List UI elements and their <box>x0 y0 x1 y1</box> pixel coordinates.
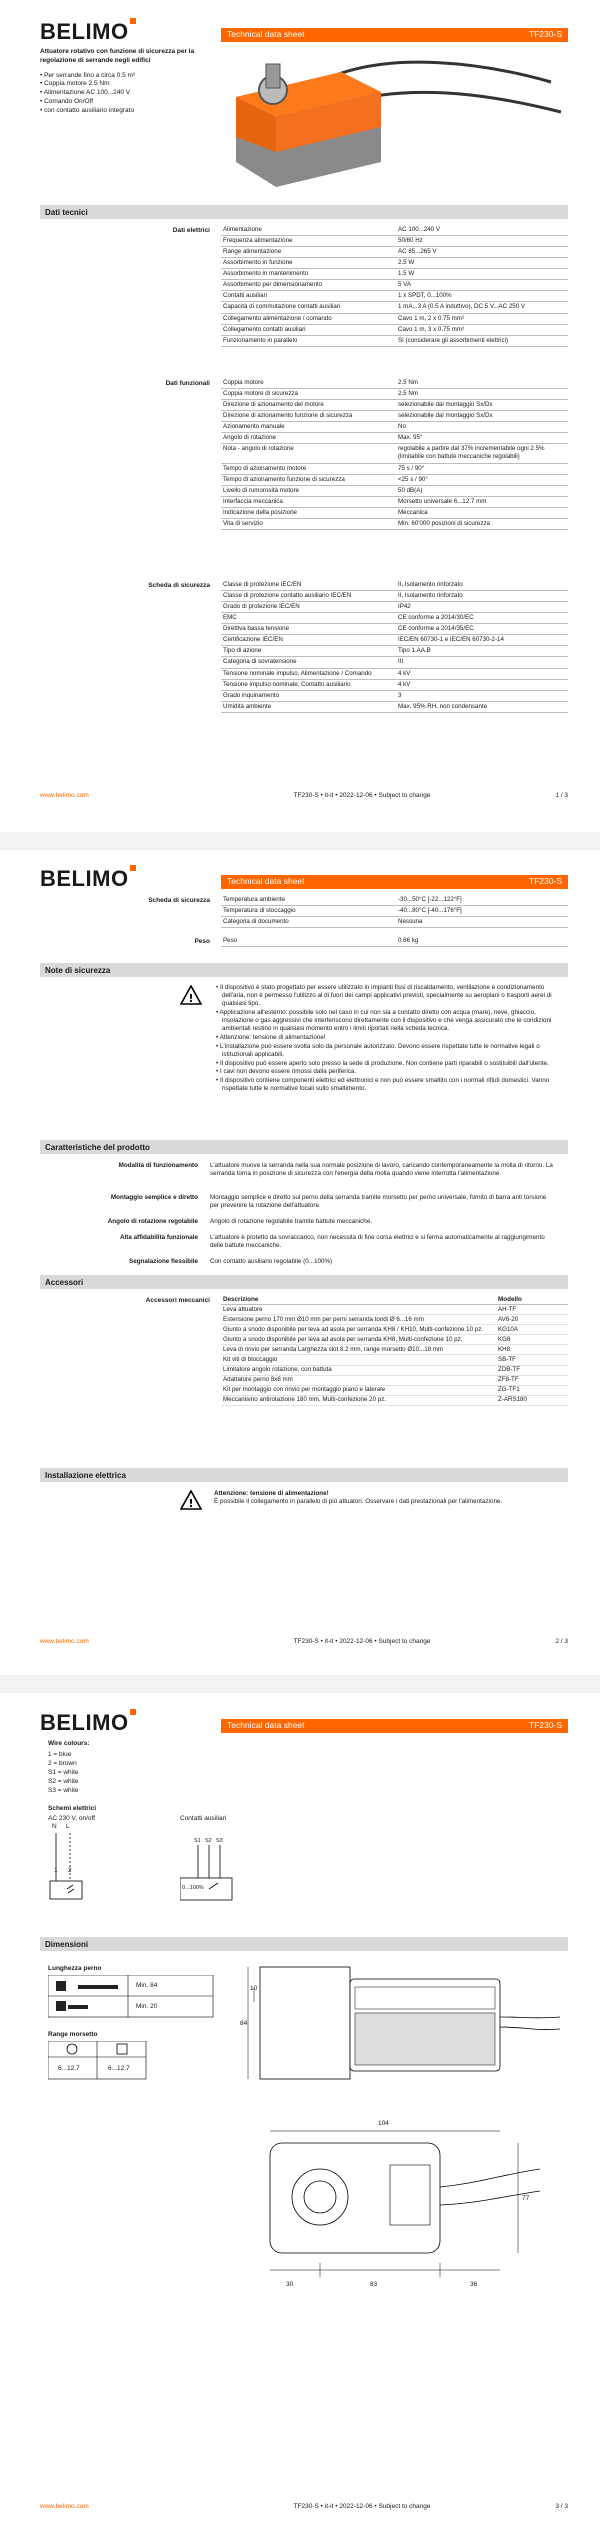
row-key: Azionamento manuale <box>223 423 285 431</box>
section-dimensions: Dimensioni <box>40 1937 568 1951</box>
clamp-round-range: 6...12.7 <box>58 2065 80 2072</box>
row-key: Contatti ausiliari <box>223 292 268 300</box>
table-row <box>221 646 568 657</box>
dim-77: 77 <box>522 2195 530 2202</box>
row-value: 1.5 W <box>398 270 415 278</box>
table-row <box>221 669 568 680</box>
footer <box>40 792 568 800</box>
row-value: 50/60 Hz <box>398 237 423 245</box>
safety-table-cont <box>221 895 568 928</box>
row-key: Tempo di azionamento motore <box>223 464 307 472</box>
accessories-table <box>221 1295 568 1406</box>
feature-row <box>40 1258 568 1266</box>
table-row <box>221 591 568 602</box>
table-row <box>221 602 568 613</box>
header-bar <box>221 875 568 889</box>
row-key: Frequenza alimentazione <box>223 237 293 245</box>
row-value: 1 mA...3 A (0.5 A induttivo), DC 5 V...AC 250 V <box>398 303 526 311</box>
row-key: Livello di rumorosità motore <box>223 486 299 494</box>
row-key: Vita di servizio <box>223 519 263 527</box>
terminal-2: 2 <box>68 1867 72 1874</box>
row-value: selezionabile dal montaggio Sx/Dx <box>398 401 493 409</box>
footer-info: TF230-S • it-it • 2022-12-06 • Subject to change <box>293 2503 431 2510</box>
intro-bullet: • Alimentazione AC 100...240 V <box>40 89 210 98</box>
intro-description: Attuatore rotativo con funzione di sicurezza per la regolazione di serrande negli edifici <box>40 48 195 64</box>
section-tech-data: Dati tecnici <box>40 205 568 219</box>
row-key: Tipo di azione <box>223 647 262 655</box>
row-value: regolabile a partire dal 37% incrementabile ogni 2.5% (limitabile con battute meccaniche regolabili) <box>398 445 545 461</box>
row-value: 75 s / 90° <box>398 464 425 472</box>
wiring-diagram-supply <box>48 1823 108 1903</box>
feature-label: Segnalazione flessibile <box>129 1258 198 1265</box>
group-label-accessories: Accessori meccanici <box>145 1297 210 1304</box>
product-photo <box>221 42 566 192</box>
row-key: Indicazione della posizione <box>223 508 297 516</box>
belimo-logo: BELIMO <box>40 18 136 47</box>
feature-label: Alta affidabilità funzionale <box>119 1234 198 1241</box>
accessory-description: Kit viti di bloccaggio <box>223 1355 278 1363</box>
row-key: Coppia motore <box>223 379 264 386</box>
footer <box>40 1638 568 1646</box>
feature-row <box>40 1162 568 1178</box>
row-value: 4 kV <box>398 680 411 688</box>
table-row <box>221 475 568 486</box>
install-warning-title: Attenzione: tensione di alimentazione! <box>214 1490 329 1497</box>
row-value: No <box>398 423 406 431</box>
accessory-row <box>221 1345 568 1355</box>
row-key: Classe di protezione IEC/EN <box>223 581 302 588</box>
actuator-top-view <box>240 2125 560 2285</box>
row-value: 2.5 W <box>398 259 415 267</box>
row-key: Direzione di azionamento funzione di sicurezza <box>223 412 353 420</box>
footer-page: 2 / 3 <box>555 1638 568 1645</box>
row-key: Capacità di commutazione contatti ausiliari <box>223 303 341 311</box>
install-warning <box>214 1490 566 1506</box>
safety-note: • Applicazione all'esterno: possibile solo nel caso in cui non sia a contatto diretto con acqua (mare), neve, ghiaccio, insolazione o gas aggressivi che interferiscono direttamente con il dispositivo e che venga assicurato che le condizioni ambientali restino in qualsiasi momento entro i limiti riportati nella scheda tecnica. <box>214 1009 566 1034</box>
table-row <box>221 906 568 917</box>
row-key: Funzionamento in parallelo <box>223 336 298 344</box>
table-row <box>221 508 568 519</box>
footer-info: TF230-S • it-it • 2022-12-06 • Subject to change <box>293 1638 431 1645</box>
clamp-range-label: Range morsetto <box>48 2031 98 2038</box>
table-row <box>221 422 568 433</box>
label-N: N <box>52 1823 57 1830</box>
section-accessories: Accessori <box>40 1275 568 1289</box>
accessory-model: KG8 <box>498 1335 511 1343</box>
table-row <box>221 895 568 906</box>
row-key: Tensione impulso nominale, Contatto ausiliario <box>223 680 351 688</box>
row-value: Min. 60'000 posizioni di sicurezza <box>398 519 490 527</box>
row-value: 4 kV <box>398 669 411 677</box>
accessory-description: Limitatore angolo rotazione, con battuta <box>223 1366 332 1374</box>
dim-104: 104 <box>378 2120 389 2127</box>
row-value: <25 s / 90° <box>398 475 428 483</box>
table-row <box>221 624 568 635</box>
row-value: 2.5 Nm <box>398 379 418 386</box>
row-value: III <box>398 658 404 666</box>
terminal-S1: S1 <box>194 1838 201 1844</box>
footer-page: 1 / 3 <box>555 792 568 799</box>
row-value: 1 x SPDT, 0...100% <box>398 292 452 300</box>
aux-range-label: 0...100% <box>182 1885 204 1891</box>
row-key: Direttiva bassa tensione <box>223 625 290 633</box>
supply-label: AC 230 V, on/off <box>48 1815 95 1822</box>
table-row <box>221 291 568 302</box>
wire-colour: 2 = brown <box>48 1760 77 1768</box>
header-title: Technical data sheet <box>227 29 305 40</box>
page-2 <box>0 850 600 1695</box>
row-value: II, Isolamento rinforzato <box>398 592 463 600</box>
row-key: Interfaccia meccanica <box>223 497 283 505</box>
table-row <box>221 336 568 347</box>
row-value: -30...50°C [-22...122°F] <box>398 896 462 903</box>
table-row <box>221 936 568 947</box>
table-row <box>221 691 568 702</box>
row-key: Categoria di documento <box>223 918 289 926</box>
weight-table <box>221 936 568 947</box>
feature-label: Modalità di funzionamento <box>118 1162 198 1169</box>
safety-note: • L'installazione può essere svolta solo da personale autorizzato. Devono essere rispettate tutte le normative legali o istituzionali applicabili. <box>214 1043 566 1059</box>
row-key: Direzione di azionamento del motore <box>223 401 324 409</box>
table-row <box>221 635 568 646</box>
row-value: Meccanica <box>398 508 428 516</box>
dim-83: 83 <box>370 2281 378 2288</box>
row-value: 50 dB(A) <box>398 486 423 494</box>
row-value: Cavo 1 m, 2 x 0.75 mm² <box>398 314 465 322</box>
safety-note: • I cavi non devono essere rimossi dalla periferica. <box>214 1068 566 1076</box>
row-key: Grado inquinamento <box>223 691 280 699</box>
accessories-header <box>221 1295 568 1305</box>
page-3 <box>0 1695 600 2543</box>
row-key: Grado di protezione IEC/EN <box>223 603 300 611</box>
group-label-weight: Peso <box>194 938 210 945</box>
accessory-model: ZF8-TF <box>498 1376 519 1384</box>
table-row <box>221 400 568 411</box>
warning-icon <box>180 985 202 1005</box>
row-value: 2.5 Nm <box>398 390 418 398</box>
row-key: Coppia motore di sicurezza <box>223 390 298 398</box>
feature-text: L'attuatore muove la serranda nella sua normale posizione di lavoro, caricando contemporaneamente la molla di ritorno. La serranda torna in posizione di sicurezza con l'energia della molla quando viene interrotta l'alimentazione. <box>210 1162 553 1178</box>
wire-colours-list <box>48 1750 79 1795</box>
table-row <box>221 657 568 668</box>
table-row <box>221 325 568 336</box>
footer-url[interactable]: www.belimo.com <box>40 792 89 799</box>
row-key: Certificazione IEC/EN <box>223 636 283 644</box>
wire-colour: S2 = white <box>48 1778 79 1786</box>
footer <box>40 2503 568 2511</box>
table-row <box>221 236 568 247</box>
row-value: IEC/EN 60730-1 e IEC/EN 60730-2-14 <box>398 636 504 644</box>
row-value: CE conforme a 2014/30/EC <box>398 614 474 622</box>
table-row <box>221 444 568 463</box>
table-row <box>221 225 568 236</box>
shaft-length-diagram <box>48 1975 218 2019</box>
row-value: 5 VA <box>398 281 411 289</box>
feature-row <box>40 1218 568 1226</box>
table-row <box>221 302 568 313</box>
row-value: CE conforme a 2014/35/EC <box>398 625 474 633</box>
row-key: Umidità ambiente <box>223 702 272 710</box>
feature-text: Angolo di rotazione regolabile tramite battute meccaniche. <box>210 1218 373 1225</box>
row-key: Nota - angolo di rotazione <box>223 445 294 453</box>
dim-min-84: Min. 84 <box>136 1982 158 1989</box>
accessory-row <box>221 1376 568 1386</box>
table-row <box>221 486 568 497</box>
accessory-row <box>221 1355 568 1365</box>
table-row <box>221 464 568 475</box>
table-row <box>221 497 568 508</box>
safety-note: • Il dispositivo contiene componenti elettrici ed elettronici e non può essere smaltito con i normali rifiuti domestici. Vanno rispettate tutte le normative locali sullo smaltimento. <box>214 1077 566 1093</box>
row-value: Max. 95% RH, non condensante <box>398 702 488 710</box>
belimo-logo: BELIMO <box>40 1709 136 1738</box>
table-row <box>221 247 568 258</box>
clamp-square-range: 6...12.7 <box>108 2065 130 2072</box>
row-value: selezionabile dal montaggio Sx/Dx <box>398 412 493 420</box>
accessory-description: Kit per montaggio con rinvio per montaggio piano e laterale <box>223 1386 386 1394</box>
row-value: Cavo 1 m, 3 x 0.75 mm² <box>398 325 465 333</box>
accessory-row <box>221 1315 568 1325</box>
row-key: Tensione nominale impulso, Alimentazione / Comando <box>223 669 372 677</box>
page-separator <box>0 832 600 850</box>
table-row <box>221 411 568 422</box>
table-row <box>221 580 568 591</box>
footer-page: 3 / 3 <box>555 2503 568 2510</box>
accessory-description: Giunto a snodo disponibile per leva ad asola per serranda KH8, Multi-confezione 10 pz. <box>223 1335 463 1343</box>
feature-text: L'attuatore è protetto da sovraccarico, non necessita di fine corsa elettrici e si ferma automaticamente al raggiungimento delle battute meccaniche. <box>210 1234 545 1250</box>
label-L: L <box>66 1823 70 1830</box>
shaft-length-label: Lunghezza perno <box>48 1965 102 1972</box>
row-key: Assorbimento in funzione <box>223 259 293 267</box>
intro-bullet: • Coppia motore 2.5 Nm <box>40 80 210 89</box>
table-row <box>221 280 568 291</box>
schemes-label: Schemi elettrici <box>48 1805 97 1812</box>
accessory-description: Estensione perno 170 mm Ø10 mm per perni serranda tondi Ø 6...16 mm <box>223 1315 424 1323</box>
table-row <box>221 917 568 928</box>
table-row <box>221 269 568 280</box>
intro-bullet: • Per serrande fino a circa 0.5 m² <box>40 72 210 81</box>
col-header: Descrizione <box>223 1295 259 1303</box>
footer-info: TF230-S • it-it • 2022-12-06 • Subject to change <box>293 792 431 799</box>
accessory-description: Giunto a snodo disponibile per leva ad asola per serranda KH8 / KH10, Multi-confezione 10 pz. <box>223 1325 484 1333</box>
table-row <box>221 680 568 691</box>
wire-colour: S1 = white <box>48 1769 79 1777</box>
dim-10: 10 <box>250 1985 258 1992</box>
terminal-S3: S3 <box>216 1838 223 1844</box>
dim-min-20: Min. 20 <box>136 2003 158 2010</box>
wire-colour: S3 = white <box>48 1787 79 1795</box>
accessory-description: Leva di rinvio per serranda Larghezza slot 8.2 mm, range morsetto Ø10...18 mm <box>223 1345 444 1353</box>
group-label-safety: Scheda di sicurezza <box>148 897 210 904</box>
accessory-row <box>221 1325 568 1335</box>
dim-84: 84 <box>240 2020 248 2027</box>
install-warning-text: È possibile il collegamento in parallelo di più attuatori. Osservare i dati prestazionali per l'alimentazione. <box>214 1498 503 1506</box>
header-title: Technical data sheet <box>227 1720 305 1731</box>
table-row <box>221 702 568 713</box>
row-value: 3 <box>398 691 402 699</box>
dim-30: 30 <box>286 2281 294 2288</box>
header-bar <box>221 1719 568 1733</box>
accessory-model: KH8 <box>498 1345 511 1353</box>
intro-bullet: • con contatto ausiliario integrato <box>40 107 210 116</box>
row-value: 0.66 kg <box>398 937 419 944</box>
row-value: II, Isolamento rinforzato <box>398 581 463 588</box>
row-key: Tempo di azionamento funzione di sicurezza <box>223 475 345 483</box>
accessory-description: Meccanismo antirotazione 180 mm, Multi-confezione 20 pz. <box>223 1396 387 1404</box>
footer-url[interactable]: www.belimo.com <box>40 2503 89 2510</box>
row-key: Temperatura di stoccaggio <box>223 907 296 915</box>
intro-bullet: • Comando On/Off <box>40 98 210 107</box>
safety-notes-list <box>214 984 566 1094</box>
safety-note: • Il dispositivo può essere aperto solo presso la sede di produzione. Non contiene parti riparabili o sostituibili dall'utente. <box>214 1060 566 1068</box>
row-value: Nessuna <box>398 918 423 926</box>
accessory-model: AH-TF <box>498 1305 517 1313</box>
row-key: Range alimentazione <box>223 248 282 256</box>
svg-text:!: ! <box>188 992 194 1005</box>
functional-table <box>221 378 568 530</box>
row-value: AC 85...265 V <box>398 248 437 256</box>
terminal-1: 1 <box>54 1867 58 1874</box>
table-row <box>221 519 568 530</box>
group-label-functional: Dati funzionali <box>165 380 210 387</box>
row-key: Collegamento contatti ausiliari <box>223 325 306 333</box>
header-title: Technical data sheet <box>227 876 305 887</box>
accessory-model: ZG-TF1 <box>498 1386 520 1394</box>
row-value: IP42 <box>398 603 411 611</box>
col-header: Modello <box>498 1295 522 1303</box>
dim-36: 36 <box>470 2281 478 2288</box>
header-model: TF230-S <box>528 29 562 40</box>
safety-note: • Attenzione: tensione di alimentazione! <box>214 1034 566 1042</box>
accessory-row <box>221 1386 568 1396</box>
row-key: Assorbimento in mantenimento <box>223 270 309 278</box>
accessory-model: Z-ARS180 <box>498 1396 527 1404</box>
svg-text:!: ! <box>188 1497 194 1510</box>
accessory-description: Leva attuatore <box>223 1305 263 1313</box>
row-key: Collegamento alimentazione / comando <box>223 314 332 322</box>
row-key: Classe di protezione contatto ausiliario IEC/EN <box>223 592 352 600</box>
row-key: Angolo di rotazione <box>223 434 276 442</box>
safety-note: • Il dispositivo è stato progettato per essere utilizzato in impianti fissi di riscaldamento, ventilazione e condizionamento dell'aria, non è permesso l'utilizzo al di fuori dei campi applicativi previsti, specialmente su aeroplani o trasporti aerei di qualsiasi tipo. <box>214 984 566 1009</box>
header-model: TF230-S <box>528 876 562 887</box>
terminal-S2: S2 <box>205 1838 212 1844</box>
row-value: Sì (considerare gli assorbimenti elettrici) <box>398 336 509 344</box>
table-row <box>221 613 568 624</box>
accessory-row <box>221 1305 568 1315</box>
accessory-row <box>221 1396 568 1406</box>
actuator-side-view <box>240 1957 560 2097</box>
row-value: Tipo 1.AA.B <box>398 647 431 655</box>
header-model: TF230-S <box>528 1720 562 1731</box>
section-features: Caratteristiche del prodotto <box>40 1140 568 1154</box>
row-key: Alimentazione <box>223 226 262 233</box>
row-value: -40...80°C [-40...176°F] <box>398 907 462 915</box>
accessory-description: Adattatore perno 8x8 mm <box>223 1376 293 1384</box>
accessory-model: SB-TF <box>498 1355 516 1363</box>
section-safety-notes: Note di sicurezza <box>40 963 568 977</box>
electrical-table <box>221 225 568 347</box>
wire-colour: 1 = blue <box>48 1751 72 1758</box>
table-row <box>221 389 568 400</box>
page-1 <box>0 0 600 850</box>
row-value: Max. 95° <box>398 434 423 442</box>
page-separator <box>0 1675 600 1693</box>
feature-label: Montaggio semplice e diretto <box>110 1194 198 1201</box>
row-key: Peso <box>223 937 238 944</box>
feature-label: Angolo di rotazione regolabile <box>107 1218 198 1225</box>
group-label-electrical: Dati elettrici <box>172 227 210 234</box>
feature-text: Montaggio semplice e diretto sul perno della serranda tramite morsetto per perno universale, fornito di barra anti torsione per prevenire la rotazione dell'attuatore. <box>210 1194 547 1210</box>
aux-contacts-label: Contatti ausiliari <box>180 1815 227 1822</box>
clamp-range-diagram <box>48 2041 148 2081</box>
row-key: Temperatura ambiente <box>223 896 285 903</box>
accessory-row <box>221 1366 568 1376</box>
feature-text: Con contatto ausiliario regolabile (0...100%) <box>210 1258 333 1265</box>
table-row <box>221 433 568 444</box>
belimo-logo: BELIMO <box>40 865 136 894</box>
accessory-model: KG10A <box>498 1325 518 1333</box>
wire-colours-label: Wire colours: <box>48 1740 90 1747</box>
footer-url[interactable]: www.belimo.com <box>40 1638 89 1645</box>
table-row <box>221 378 568 389</box>
feature-row <box>40 1194 568 1210</box>
group-label-safety: Scheda di sicurezza <box>148 582 210 589</box>
row-key: EMC <box>223 614 237 622</box>
accessory-model: AV6-20 <box>498 1315 519 1323</box>
row-value: Morsetto universale 6...12.7 mm <box>398 497 487 505</box>
row-key: Assorbimento per dimensionamento <box>223 281 323 289</box>
safety-table <box>221 580 568 713</box>
accessory-model: ZDB-TF <box>498 1366 520 1374</box>
section-install: Installazione elettrica <box>40 1468 568 1482</box>
intro-block <box>40 48 210 115</box>
feature-row <box>40 1234 568 1250</box>
accessory-row <box>221 1335 568 1345</box>
table-row <box>221 314 568 325</box>
header-bar <box>221 28 568 42</box>
row-value: AC 100...240 V <box>398 226 440 233</box>
warning-icon <box>180 1490 202 1510</box>
table-row <box>221 258 568 269</box>
row-key: Categoria di sovratensione <box>223 658 297 666</box>
